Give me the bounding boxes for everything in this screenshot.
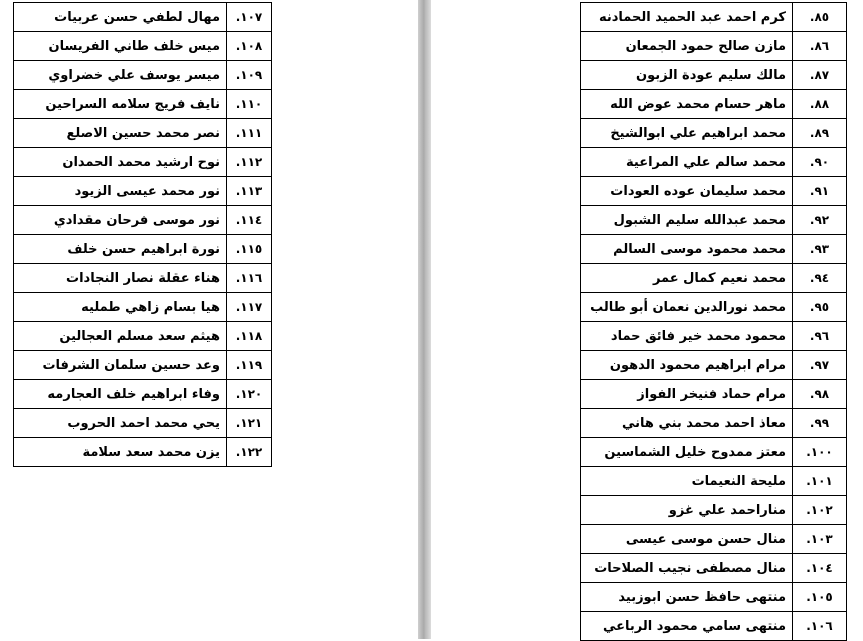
person-name: نورة ابراهيم حسن خلف (14, 235, 227, 264)
table-row (581, 293, 847, 322)
person-name: معاذ احمد محمد بني هاني (581, 409, 793, 438)
person-name: معتز ممدوح خليل الشماسين (581, 438, 793, 467)
table-row (14, 264, 272, 293)
row-number: ١١٥. (227, 235, 272, 264)
row-number: ٨٥. (793, 3, 847, 32)
row-number: ١٠٦. (793, 612, 847, 641)
person-name: كرم احمد عبد الحميد الحمادنه (581, 3, 793, 32)
row-number: ١١٠. (227, 90, 272, 119)
row-number: ٩٥. (793, 293, 847, 322)
row-number: ٩٣. (793, 235, 847, 264)
table-row (581, 554, 847, 583)
table-row (14, 90, 272, 119)
person-name: يحي محمد احمد الحروب (14, 409, 227, 438)
row-number: ٩٠. (793, 148, 847, 177)
row-number: ٩٢. (793, 206, 847, 235)
table-row (581, 119, 847, 148)
table-row (581, 351, 847, 380)
table-row (581, 409, 847, 438)
row-number: ١١٩. (227, 351, 272, 380)
table-row (14, 32, 272, 61)
table-row (14, 322, 272, 351)
page-gutter (418, 0, 431, 639)
table-row (581, 264, 847, 293)
names-table-right (580, 2, 847, 641)
person-name: هناء عقلة نصار النجادات (14, 264, 227, 293)
row-number: ١٠١. (793, 467, 847, 496)
person-name: منتهى حافظ حسن ابوزبيد (581, 583, 793, 612)
person-name: منال مصطفى نجيب الصلاحات (581, 554, 793, 583)
table-row (581, 90, 847, 119)
person-name: محمود محمد خير فائق حماد (581, 322, 793, 351)
table-row (581, 438, 847, 467)
row-number: ٩١. (793, 177, 847, 206)
row-number: ١٢٢. (227, 438, 272, 467)
person-name: مرام ابراهيم محمود الدهون (581, 351, 793, 380)
table-row (581, 235, 847, 264)
row-number: ١١٨. (227, 322, 272, 351)
table-row (581, 32, 847, 61)
person-name: نصر محمد حسين الاصلع (14, 119, 227, 148)
row-number: ١٠٧. (227, 3, 272, 32)
row-number: ٩٦. (793, 322, 847, 351)
row-number: ١٠٨. (227, 32, 272, 61)
row-number: ١٠٩. (227, 61, 272, 90)
row-number: ٨٩. (793, 119, 847, 148)
table-row (14, 409, 272, 438)
table-row (581, 583, 847, 612)
person-name: مرام حماد فنيخر الفواز (581, 380, 793, 409)
table-row (14, 293, 272, 322)
table-row (14, 438, 272, 467)
row-number: ١٠٥. (793, 583, 847, 612)
table-row (581, 612, 847, 641)
person-name: منال حسن موسى عيسى (581, 525, 793, 554)
person-name: نوح ارشيد محمد الحمدان (14, 148, 227, 177)
row-number: ٨٦. (793, 32, 847, 61)
table-row (581, 380, 847, 409)
row-number: ٨٨. (793, 90, 847, 119)
table-row (581, 467, 847, 496)
row-number: ٩٤. (793, 264, 847, 293)
table-row (14, 206, 272, 235)
row-number: ١١٤. (227, 206, 272, 235)
row-number: ١١٧. (227, 293, 272, 322)
person-name: وفاء ابراهيم خلف العجارمه (14, 380, 227, 409)
row-number: ١٢١. (227, 409, 272, 438)
row-number: ١١٦. (227, 264, 272, 293)
person-name: ماهر حسام محمد عوض الله (581, 90, 793, 119)
person-name: يزن محمد سعد سلامة (14, 438, 227, 467)
person-name: مازن صالح حمود الجمعان (581, 32, 793, 61)
table-row (14, 61, 272, 90)
table-row (581, 525, 847, 554)
person-name: مهال لطفي حسن عربيات (14, 3, 227, 32)
table-row (581, 206, 847, 235)
person-name: محمد ابراهيم علي ابوالشيخ (581, 119, 793, 148)
row-number: ١٠٢. (793, 496, 847, 525)
person-name: ميس خلف طاني الفريسان (14, 32, 227, 61)
person-name: نور محمد عيسى الزيود (14, 177, 227, 206)
person-name: هيثم سعد مسلم العجالين (14, 322, 227, 351)
person-name: وعد حسين سلمان الشرفات (14, 351, 227, 380)
row-number: ١٠٣. (793, 525, 847, 554)
person-name: ميسر يوسف علي خضراوي (14, 61, 227, 90)
row-number: ١١١. (227, 119, 272, 148)
table-row (14, 235, 272, 264)
person-name: هيا بسام زاهي طمليه (14, 293, 227, 322)
person-name: مالك سليم عودة الزبون (581, 61, 793, 90)
row-number: ١٠٠. (793, 438, 847, 467)
person-name: محمد محمود موسى السالم (581, 235, 793, 264)
person-name: محمد نعيم كمال عمر (581, 264, 793, 293)
table-row (14, 148, 272, 177)
names-table-left (13, 2, 272, 467)
table-row (581, 61, 847, 90)
table-row (581, 148, 847, 177)
row-number: ١٠٤. (793, 554, 847, 583)
person-name: منتهى سامي محمود الرباعي (581, 612, 793, 641)
row-number: ٩٧. (793, 351, 847, 380)
person-name: محمد سليمان عوده العودات (581, 177, 793, 206)
person-name: نايف فريج سلامه السراحين (14, 90, 227, 119)
table-row (581, 3, 847, 32)
person-name: مليحة النعيمات (581, 467, 793, 496)
row-number: ١١٢. (227, 148, 272, 177)
table-row (14, 119, 272, 148)
row-number: ٨٧. (793, 61, 847, 90)
person-name: نور موسى فرحان مقدادي (14, 206, 227, 235)
person-name: مناراحمد علي غزو (581, 496, 793, 525)
row-number: ١١٣. (227, 177, 272, 206)
row-number: ١٢٠. (227, 380, 272, 409)
table-row (14, 177, 272, 206)
person-name: محمد نورالدين نعمان أبو طالب (581, 293, 793, 322)
table-row (581, 322, 847, 351)
row-number: ٩٩. (793, 409, 847, 438)
person-name: محمد سالم علي المراعية (581, 148, 793, 177)
person-name: محمد عبدالله سليم الشبول (581, 206, 793, 235)
table-row (581, 496, 847, 525)
table-row (581, 177, 847, 206)
table-row (14, 380, 272, 409)
row-number: ٩٨. (793, 380, 847, 409)
table-row (14, 3, 272, 32)
table-row (14, 351, 272, 380)
